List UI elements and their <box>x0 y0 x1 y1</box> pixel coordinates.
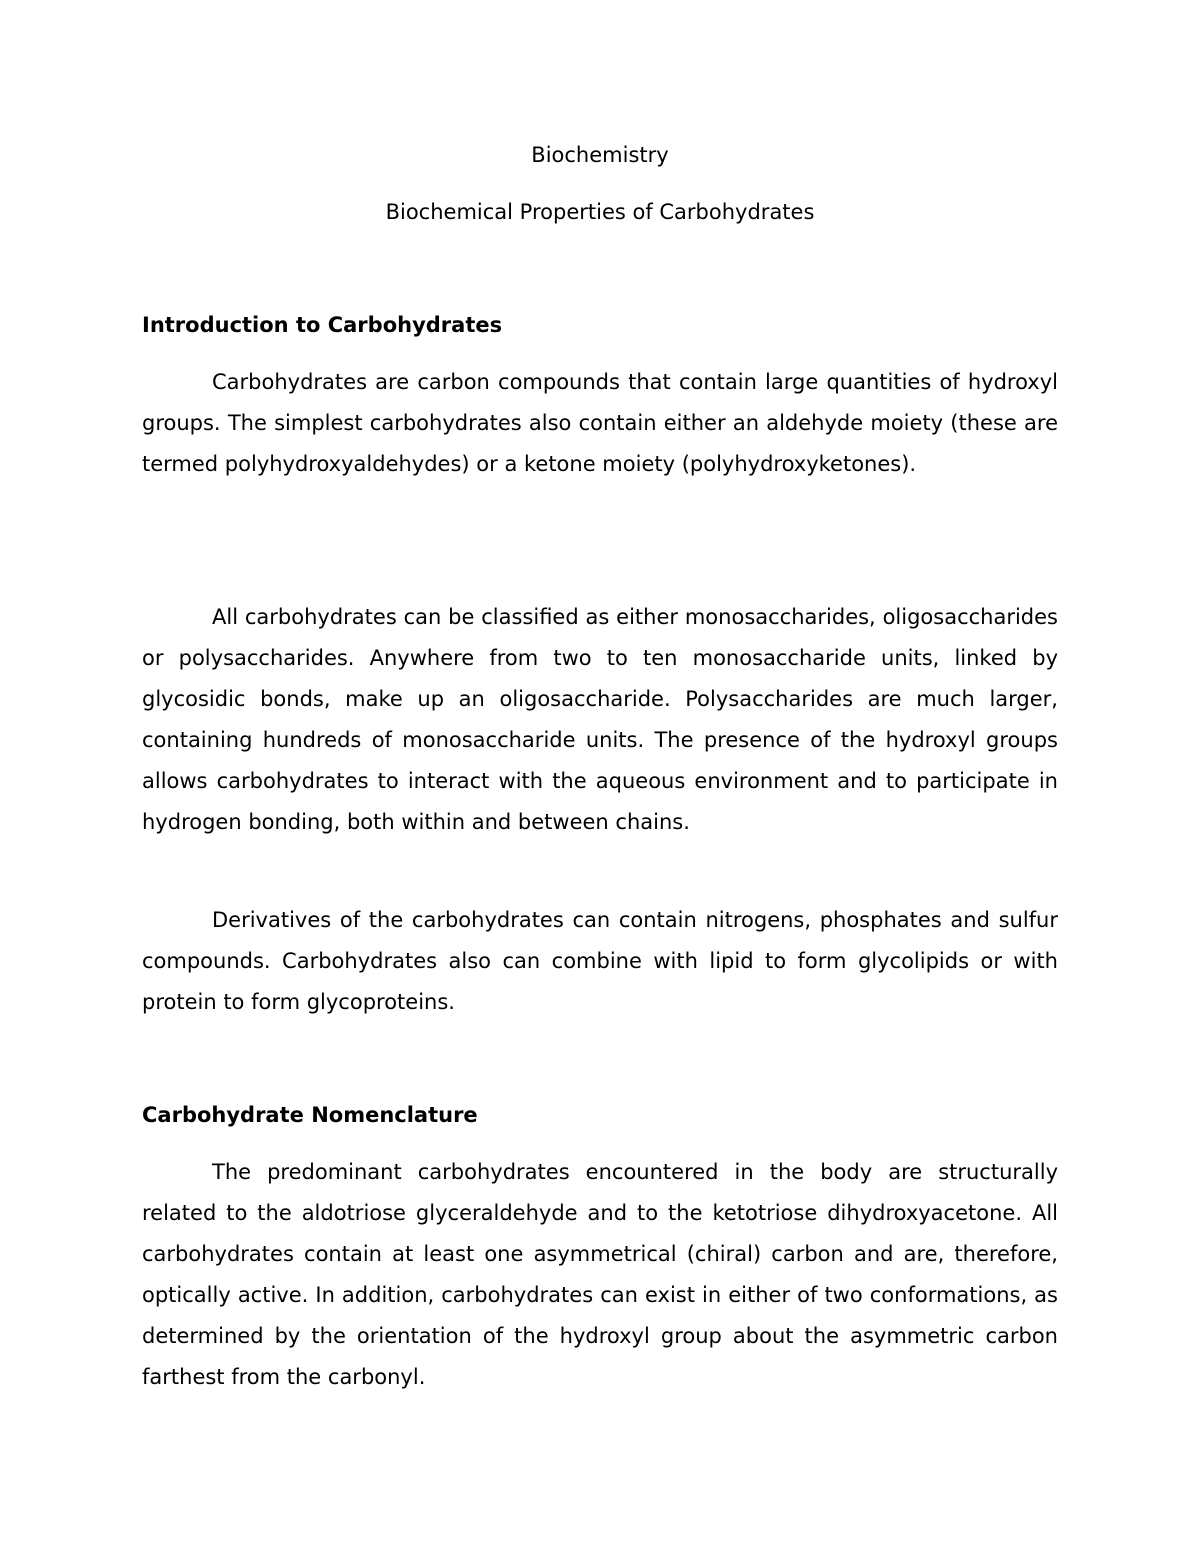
paragraph-nomenclature: The predominant carbohydrates encountered in the body are structurally related to the aldotriose glyceraldehyde and to the ketotriose dihydroxyacetone. All carbohydrates contain at least one asymmetrical (chiral) carbon and are, therefore, optically active. In addition, carbohydrates can exist in either of two conformations, as determined by the orientation of the hydroxyl group about the asymmetric carbon farthest from the carbonyl. <box>142 1160 1058 1389</box>
document-title: Biochemical Properties of Carbohydrates <box>385 200 815 224</box>
paragraph-intro-classification: All carbohydrates can be classified as either monosaccharides, oligosaccharides or polysaccharides. Anywhere from two to ten monosaccharide units, linked by glycosidic bonds, make up an oligosaccharide. Polysaccharides are much larger, containing hundreds of monosaccharide units. The presence of the hydroxyl groups allows carbohydrates to interact with the aqueous environment and to participate in hydrogen bonding, both within and between chains. <box>142 605 1058 834</box>
document-subject: Biochemistry <box>531 143 669 167</box>
section-heading-introduction: Introduction to Carbohydrates <box>142 313 503 337</box>
paragraph-intro-derivatives: Derivatives of the carbohydrates can contain nitrogens, phosphates and sulfur compounds. Carbohydrates also can combine with lipid to form glycolipids or with protein to form glycoproteins. <box>142 908 1058 1014</box>
paragraph-intro-definition: Carbohydrates are carbon compounds that contain large quantities of hydroxyl groups. The simplest carbohydrates also contain either an aldehyde moiety (these are termed polyhydroxyaldehydes) or a ketone moiety (polyhydroxyketones). <box>142 370 1058 476</box>
section-heading-nomenclature: Carbohydrate Nomenclature <box>142 1103 478 1127</box>
